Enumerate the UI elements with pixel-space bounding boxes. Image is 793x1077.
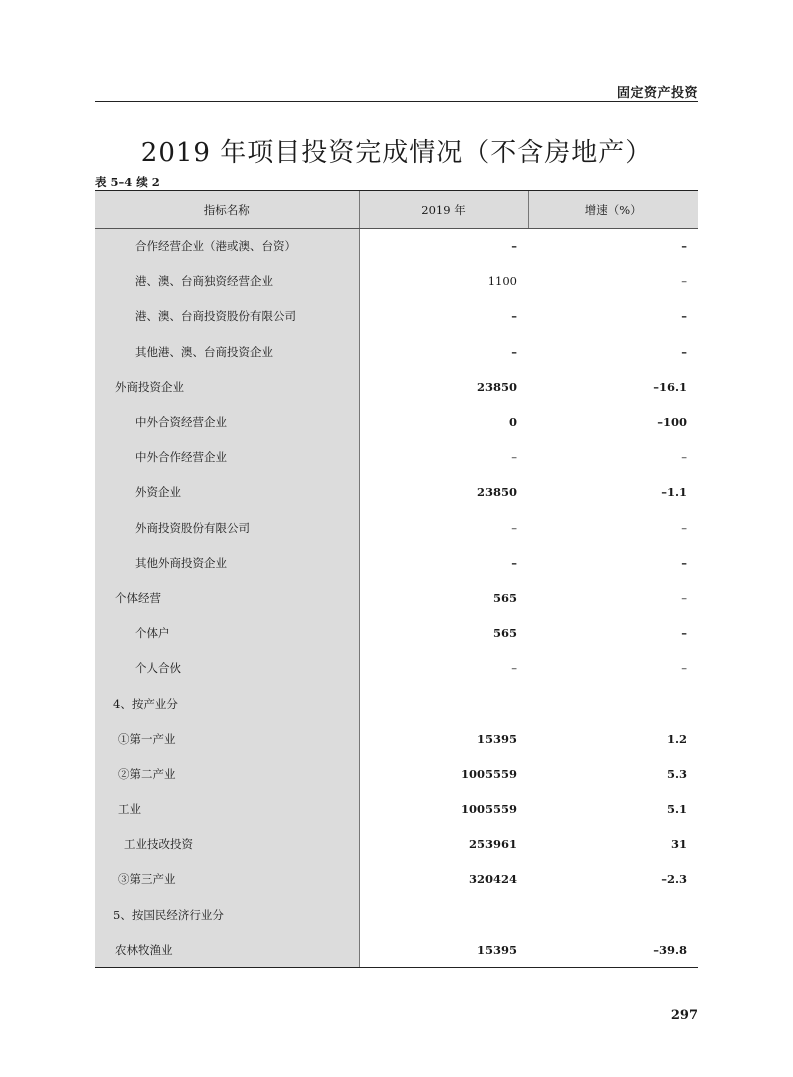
row-name: ①第一产业 (95, 721, 359, 756)
page-title: 2019 年项目投资完成情况（不含房地产） (140, 138, 653, 168)
table-row (95, 580, 698, 615)
table-row (95, 616, 698, 651)
row-value: 15395 (359, 932, 528, 967)
row-value: – (511, 344, 517, 359)
row-value (359, 686, 528, 721)
row-value: – (511, 450, 517, 465)
row-name: 中外合资经营企业 (95, 404, 359, 439)
row-name: 4、按产业分 (95, 686, 359, 721)
row-name: 个人合伙 (95, 651, 359, 686)
table-row (95, 404, 698, 439)
row-value: 1005559 (460, 766, 517, 781)
row-value: 23850 (476, 379, 517, 394)
row-value: 253961 (468, 837, 517, 852)
row-name: 工业技改投资 (95, 827, 359, 862)
table-row (95, 932, 698, 967)
table-row (95, 792, 698, 827)
row-growth: 5.3 (666, 766, 687, 781)
header-rule (95, 101, 698, 102)
row-growth: 1.2 (666, 731, 687, 746)
row-name: 个体户 (95, 616, 359, 651)
section-header: 固定资产投资 (616, 86, 698, 101)
row-value: – (511, 555, 517, 570)
table-header-row (95, 191, 698, 229)
row-name: 外商投资企业 (95, 369, 359, 404)
row-growth: –16.1 (653, 379, 687, 394)
row-value: 15395 (476, 731, 517, 746)
row-growth: 5.1 (666, 802, 687, 817)
row-growth (528, 897, 698, 932)
row-growth: –2.3 (661, 872, 687, 887)
row-growth: –39.8 (528, 932, 698, 967)
data-table-container (95, 190, 698, 968)
row-growth: – (681, 274, 687, 289)
row-growth: – (681, 450, 687, 465)
row-value: 565 (492, 626, 517, 641)
row-value: 1005559 (460, 802, 517, 817)
row-value: – (511, 239, 517, 254)
column-header-growth: 增速（%） (528, 191, 698, 229)
table-row (95, 686, 698, 721)
row-growth: – (681, 555, 687, 570)
row-name: 中外合作经营企业 (95, 440, 359, 475)
page-number: 297 (670, 1008, 698, 1023)
row-growth: –1.1 (661, 485, 687, 500)
row-name: ③第三产业 (95, 862, 359, 897)
table-row (95, 721, 698, 756)
table-row (95, 369, 698, 404)
row-value: 0 (508, 415, 517, 430)
table-caption: 表 5–4 续 2 (95, 175, 160, 189)
table-row (95, 299, 698, 334)
column-header-year: 2019 年 (359, 191, 528, 229)
row-name: 合作经营企业（港或澳、台资） (95, 229, 359, 264)
column-header-indicator: 指标名称 (95, 191, 359, 229)
table-row (95, 264, 698, 299)
table-row (95, 862, 698, 897)
row-value: 565 (492, 590, 517, 605)
row-name: 港、澳、台商独资经营企业 (95, 264, 359, 299)
row-growth: – (681, 309, 687, 324)
table-row (95, 510, 698, 545)
row-value: – (511, 661, 517, 676)
row-name: 工业 (95, 792, 359, 827)
table-row (95, 475, 698, 510)
row-value: – (511, 309, 517, 324)
table-row (95, 545, 698, 580)
row-name: 个体经营 (95, 580, 359, 615)
row-growth: – (681, 520, 687, 535)
table-row (95, 756, 698, 791)
row-growth: –100 (657, 415, 687, 430)
row-value: 1100 (487, 274, 517, 289)
row-name: ②第二产业 (95, 756, 359, 791)
table-row (95, 827, 698, 862)
table-row (95, 897, 698, 932)
row-value: 320424 (468, 872, 517, 887)
row-name: 港、澳、台商投资股份有限公司 (95, 299, 359, 334)
row-growth: – (681, 626, 687, 641)
table-row (95, 229, 698, 264)
row-name: 外商投资股份有限公司 (95, 510, 359, 545)
table-row (95, 651, 698, 686)
row-growth: – (681, 239, 687, 254)
row-name: 其他外商投资企业 (95, 545, 359, 580)
row-value (359, 897, 528, 932)
investment-table (95, 190, 698, 968)
row-name: 5、按国民经济行业分 (95, 897, 359, 932)
row-name: 其他港、澳、台商投资企业 (95, 334, 359, 369)
table-row (95, 334, 698, 369)
row-growth: – (681, 590, 687, 605)
row-value: 23850 (476, 485, 517, 500)
row-growth: 31 (670, 837, 687, 852)
row-growth (528, 686, 698, 721)
table-row (95, 440, 698, 475)
row-name: 外资企业 (95, 475, 359, 510)
row-value: – (511, 520, 517, 535)
row-growth: – (681, 344, 687, 359)
row-growth: – (681, 661, 687, 676)
row-name: 农林牧渔业 (95, 932, 359, 967)
